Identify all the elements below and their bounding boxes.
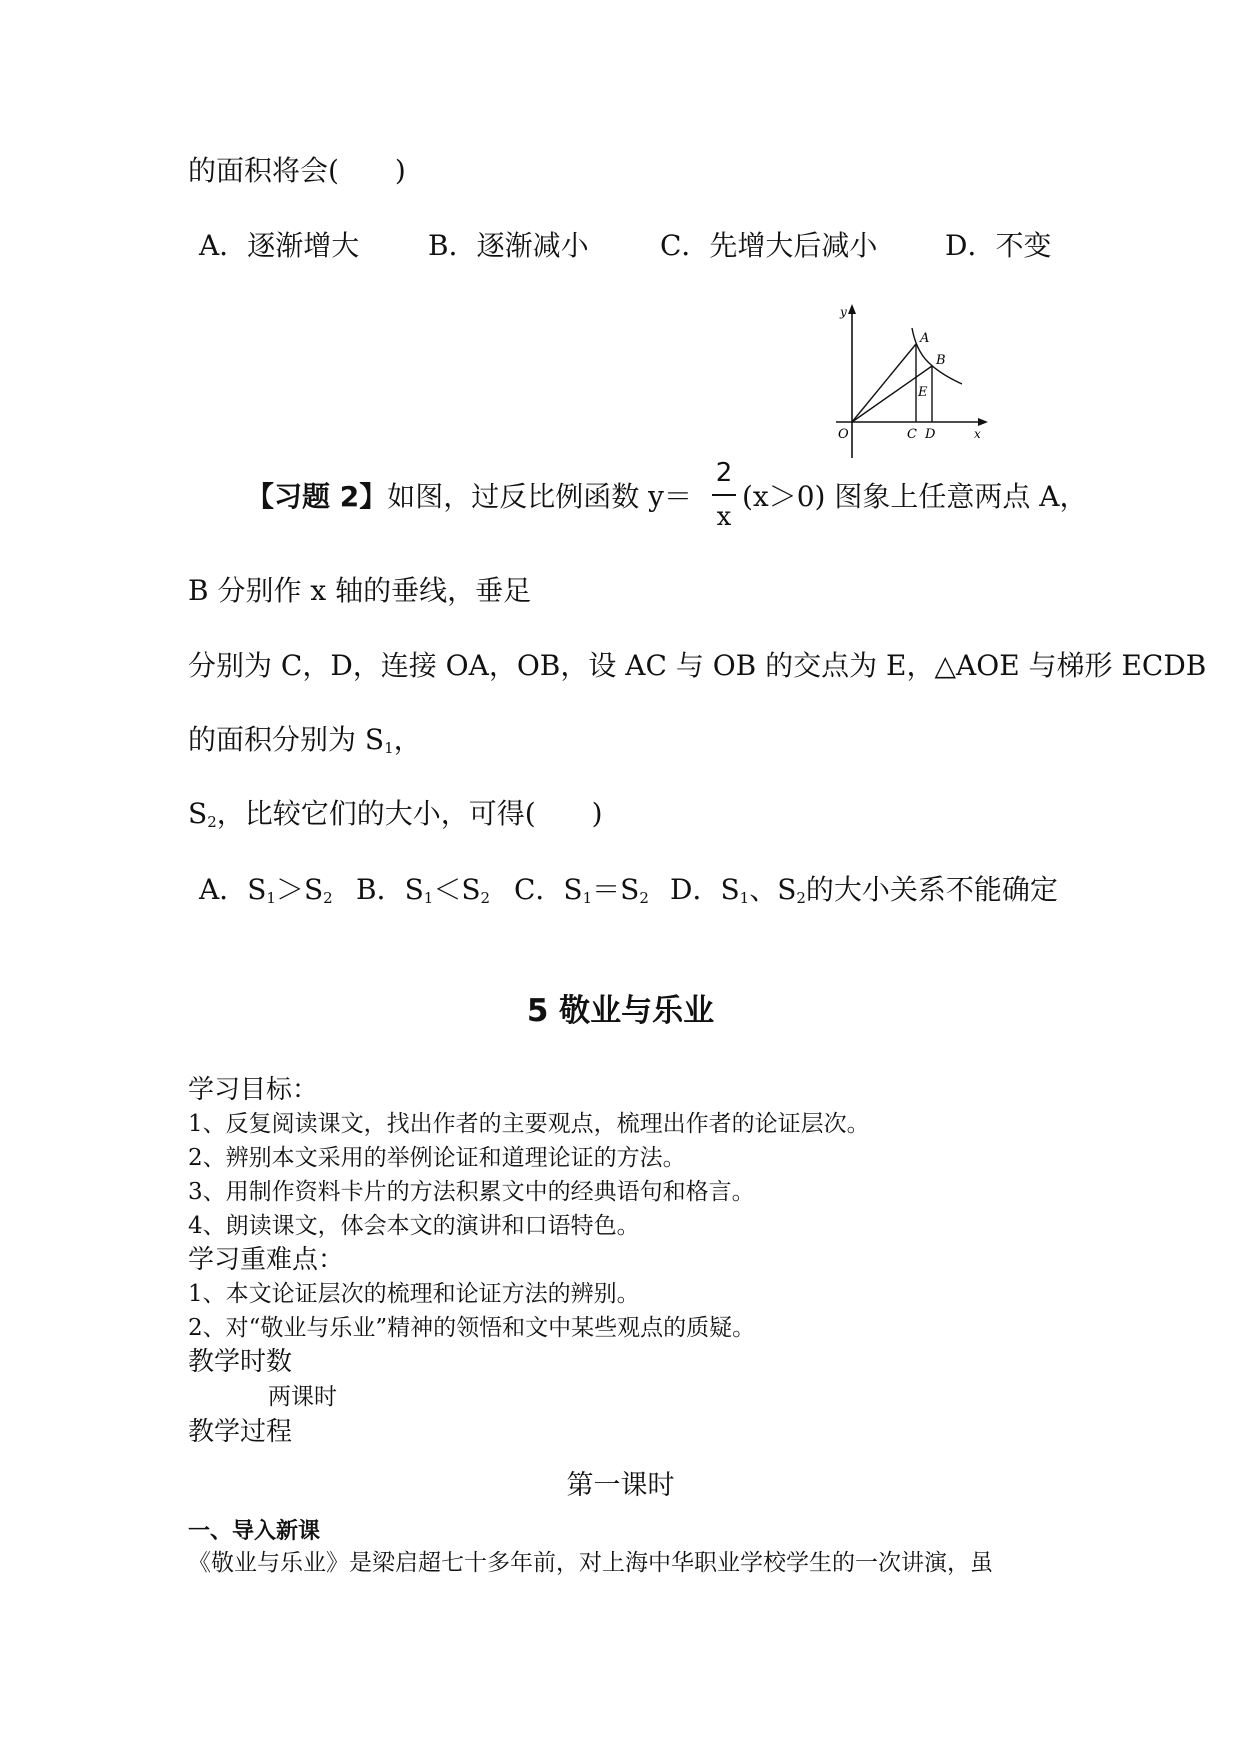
process-heading: 教学过程 bbox=[188, 1417, 293, 1447]
section1-text: 《敬业与乐业》是梁启超七十多年前，对上海中华职业学校学生的一次讲演，虽 bbox=[188, 1550, 993, 1576]
fraction-bar bbox=[712, 494, 736, 496]
hours-heading: 教学时数 bbox=[188, 1347, 293, 1377]
q2-line4-post: ， bbox=[393, 723, 422, 756]
q1-stem-tail: 的面积将会( ) bbox=[188, 154, 406, 187]
label-a: A bbox=[920, 331, 930, 346]
label-e: E bbox=[918, 385, 928, 400]
difficulty-item: 2、对“敬业与乐业”精神的领悟和文中某些观点的质疑。 bbox=[188, 1315, 756, 1341]
label-o: O bbox=[838, 427, 849, 442]
objective-item: 4、朗读课文，体会本文的演讲和口语特色。 bbox=[188, 1213, 640, 1239]
q2-line4 bbox=[188, 723, 422, 757]
q1-option-d: D．不变 bbox=[945, 229, 1052, 262]
q2-line1 bbox=[246, 480, 692, 513]
q2-line4-text: 的面积分别为 S bbox=[188, 723, 385, 756]
lesson-title: 5 敬业与乐业 bbox=[526, 993, 715, 1029]
x-axis-arrow bbox=[978, 418, 988, 426]
q1-option-a: A．逐渐增大 bbox=[199, 229, 360, 262]
fraction-numerator: 2 bbox=[715, 458, 733, 488]
q2-line5-post: ，比较它们的大小，可得( ) bbox=[216, 797, 603, 830]
fraction-denominator: x bbox=[716, 502, 732, 532]
q1-option-b: B．逐渐减小 bbox=[428, 229, 589, 262]
objective-item: 1、反复阅读课文，找出作者的主要观点，梳理出作者的论证层次。 bbox=[188, 1111, 870, 1137]
q2-line5 bbox=[188, 797, 603, 831]
q2-option-b: B．$S_1<S_2$ bbox=[356, 873, 491, 907]
difficulty-item: 1、本文论证层次的梳理和论证方法的辨别。 bbox=[188, 1281, 640, 1307]
segment-oa bbox=[852, 344, 916, 422]
q2-fraction bbox=[712, 460, 736, 540]
objective-item: 3、用制作资料卡片的方法积累文中的经典语句和格言。 bbox=[188, 1179, 755, 1205]
q2-line2: B 分别作 x 轴的垂线，垂足 bbox=[188, 574, 532, 607]
q2-line5-sub: 2 bbox=[207, 813, 217, 831]
q2-line5-text: S bbox=[188, 797, 208, 830]
label-b: B bbox=[936, 353, 946, 368]
q2-option-c: C．$S_1=S_2$ bbox=[514, 873, 649, 907]
label-c: C bbox=[907, 427, 917, 442]
label-d: D bbox=[925, 427, 936, 442]
q2-option-a: A．$S_1>S_2$ bbox=[199, 873, 333, 907]
section1-heading: 一、导入新课 bbox=[188, 1519, 321, 1544]
q2-line3: 分别为 C，D，连接 OA，OB，设 AC 与 OB 的交点为 E，△AOE 与梯形 ECDB bbox=[188, 649, 1207, 682]
q1-option-c: C．先增大后减小 bbox=[660, 229, 878, 262]
q2-tag: 【习题 2】 bbox=[246, 480, 388, 513]
label-y: y bbox=[840, 305, 847, 319]
q2-lead: 如图，过反比例函数 y＝ bbox=[387, 480, 692, 513]
q2-option-d: D．$S_1$、$S_2$的大小关系不能确定 bbox=[670, 873, 1058, 907]
hours-value: 两课时 bbox=[268, 1384, 337, 1410]
objective-item: 2、辨别本文采用的举例论证和道理论证的方法。 bbox=[188, 1145, 686, 1171]
q2-after-fraction: (x＞0) 图象上任意两点 A， bbox=[742, 480, 1088, 513]
y-axis-arrow bbox=[848, 304, 856, 314]
difficulties-heading: 学习重难点： bbox=[188, 1245, 345, 1275]
period-title: 第一课时 bbox=[566, 1470, 675, 1501]
objectives-heading: 学习目标： bbox=[188, 1075, 319, 1105]
q2-line4-sub: 1 bbox=[384, 739, 394, 757]
function-figure bbox=[816, 300, 1006, 460]
label-x: x bbox=[974, 427, 981, 441]
